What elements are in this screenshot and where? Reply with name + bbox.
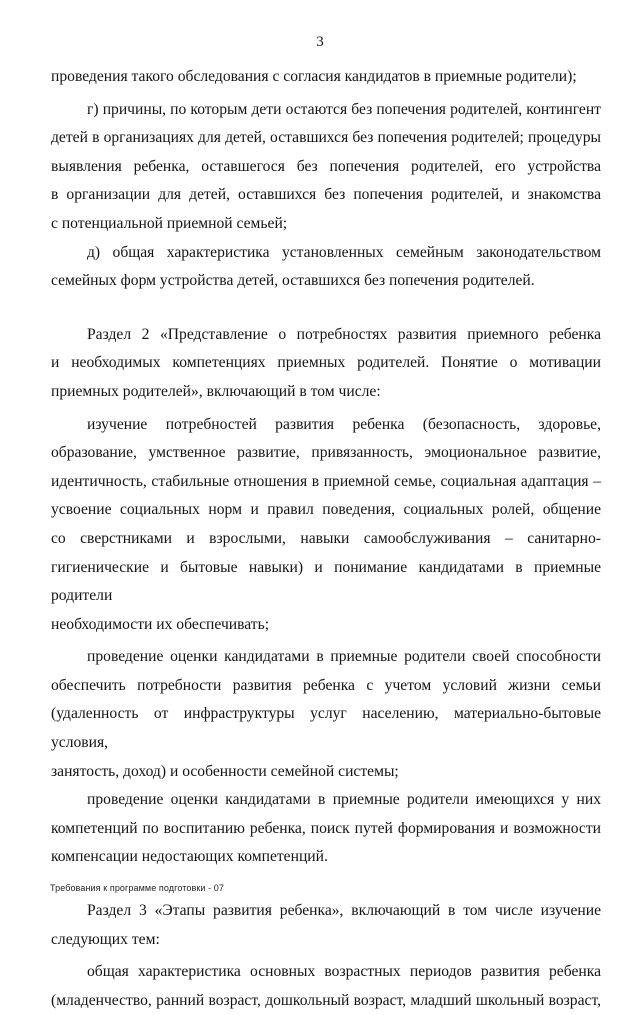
text-line: (удаленность от инфраструктуры услуг населению, материально-бытовые условия, xyxy=(51,705,601,752)
text-line: гигиенические и бытовые навыки) и понимание кандидатами в приемные родители xyxy=(51,558,601,605)
section-heading-3: Раздел 3 «Этапы развития ребенка», включающий в том числе изучение xyxy=(87,902,601,920)
document-body xyxy=(51,63,601,1015)
text-line: обеспечить потребности развития ребенка с учетом условий жизни семьи xyxy=(51,676,601,694)
text-line: следующих тем: xyxy=(51,930,160,948)
text-line: приемных родителей», включающий в том числе: xyxy=(51,382,381,400)
text-line: и необходимых компетенциях приемных родителей. Понятие о мотивации xyxy=(51,354,601,372)
text-line: общая характеристика основных возрастных периодов развития ребенка xyxy=(87,963,601,981)
text-line: проведения такого обследования с согласия кандидатов в приемные родители); xyxy=(51,68,577,85)
page-number: 3 xyxy=(316,34,324,50)
text-line: идентичность, стабильные отношения в приемной семье, социальная адаптация – xyxy=(51,472,601,490)
text-line: со сверстниками и взрослыми, навыки самообслуживания – санитарно- xyxy=(51,529,601,547)
text-line: д) общая характеристика установленных семейным законодательством xyxy=(87,243,601,261)
text-line: в организации для детей, оставшихся без попечения родителей, и знакомства xyxy=(51,186,601,204)
section-heading-2: Раздел 2 «Представление о потребностях развития приемного ребенка xyxy=(87,325,601,343)
text-line: г) причины, по которым дети остаются без попечения родителей, контингент xyxy=(87,100,601,118)
text-line: проведение оценки кандидатами в приемные родители имеющихся у них xyxy=(87,791,601,809)
text-line: образование, умственное развитие, привязанность, эмоциональное развитие, xyxy=(51,444,601,462)
text-line: компетенций по воспитанию ребенка, поиск путей формирования и возможности xyxy=(51,819,601,837)
text-line: усвоение социальных норм и правил поведения, социальных ролей, общение xyxy=(51,501,601,519)
text-line: проведение оценки кандидатами в приемные родители своей способности xyxy=(87,648,601,666)
page-footer: Требования к программе подготовки - 07 xyxy=(50,883,225,893)
text-line: выявления ребенка, оставшегося без попечения родителей, его устройства xyxy=(51,157,601,175)
text-line: детей в организациях для детей, оставшихся без попечения родителей; процедуры xyxy=(51,129,601,147)
text-line: изучение потребностей развития ребенка (безопасность, здоровье, xyxy=(87,415,601,433)
text-line: компенсации недостающих компетенций. xyxy=(51,848,328,866)
text-line: семейных форм устройства детей, оставшихся без попечения родителей. xyxy=(51,272,535,290)
text-line: с потенциальной приемной семьей; xyxy=(51,214,288,232)
text-line: необходимости их обеспечивать; xyxy=(51,615,270,633)
text-line: (младенчество, ранний возраст, дошкольный возраст, младший школьный возраст, xyxy=(51,991,601,1009)
text-line: занятость, доход) и особенности семейной системы; xyxy=(51,762,399,780)
